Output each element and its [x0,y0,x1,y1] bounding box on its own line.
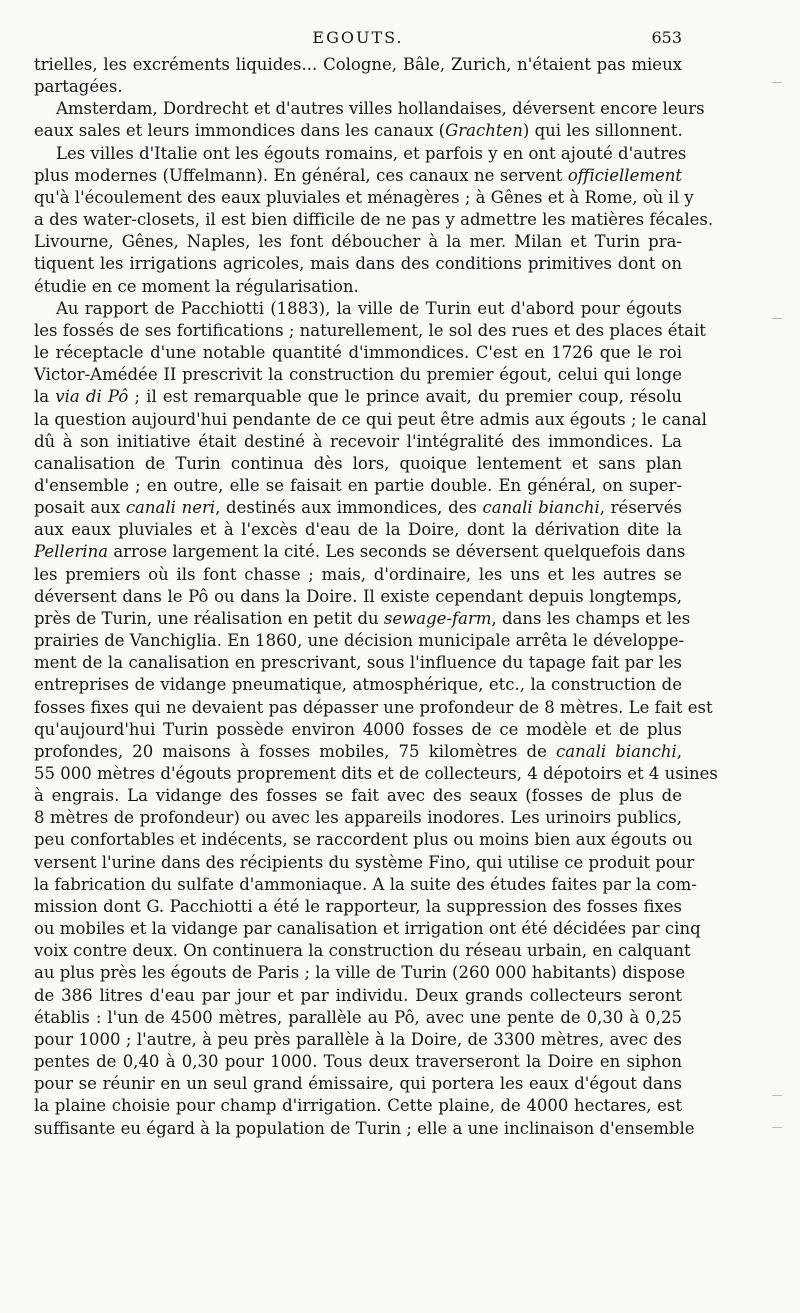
text-line: Victor-Amédée II prescrivit la construction du premier égout, celui qui longe [34,365,682,385]
paragraph [34,143,714,298]
text-line: ment de la canalisation en prescrivant, sous l'influence du tapage fait par les [34,653,682,673]
margin-mark [772,1127,782,1128]
text-line: posait aux canali neri, destinés aux immondices, des canali bianchi, réservés [34,498,682,518]
paragraph [34,54,682,98]
text-line: mission dont G. Pacchiotti a été le rapporteur, la suppression des fosses fixes [34,896,682,916]
text-line: les fossés de ses fortifications ; naturellement, le sol des rues et des places était [34,320,706,340]
text-line: aux eaux pluviales et à l'excès d'eau de la Doire, dont la dérivation dite la [34,520,682,540]
text-line: établis : l'un de 4500 mètres, parallèle au Pô, avec une pente de 0,30 à 0,25 [34,1007,682,1027]
page-number: 653 [651,28,682,47]
text-line: voix contre deux. On continuera la construction du réseau urbain, en calquant [34,941,691,961]
text-line: Amsterdam, Dordrecht et d'autres villes hollandaises, déversent encore leurs [56,99,705,119]
margin-mark [772,1095,782,1096]
text-line: à engrais. La vidange des fosses se fait avec des seaux (fosses de plus de [34,786,682,806]
text-line: 55 000 mètres d'égouts proprement dits et de collecteurs, 4 dépotoirs et 4 usines [34,764,718,783]
book-page [34,28,718,1140]
text-line: trielles, les excréments liquides... Cologne, Bâle, Zurich, n'étaient pas mieux [34,55,682,74]
text-line: Livourne, Gênes, Naples, les font déboucher à la mer. Milan et Turin pra- [34,232,682,252]
text-line: qu'aujourd'hui Turin possède environ 4000 fosses de ce modèle et de plus [34,719,682,739]
text-line: pour 1000 ; l'autre, à peu près parallèle à la Doire, de 3300 mètres, avec des [34,1029,682,1049]
text-line: 8 mètres de profondeur) ou avec les appareils inodores. Les urinoirs publics, [34,808,682,828]
text-line: canalisation de Turin continua dès lors, quoique lentement et sans plan [34,453,682,473]
text-line: pentes de 0,40 à 0,30 pour 1000. Tous deux traverseront la Doire en siphon [34,1052,682,1072]
text-line: au plus près les égouts de Paris ; la ville de Turin (260 000 habitants) dispose [34,963,686,983]
text-line: dû à son initiative était destiné à recevoir l'intégralité des immondices. La [34,431,682,451]
running-title: EGOUTS. [312,28,404,47]
text-line: entreprises de vidange pneumatique, atmosphérique, etc., la construction de [34,675,682,695]
text-line: les premiers où ils font chasse ; mais, d'ordinaire, les uns et les autres se [34,564,682,584]
text-line: qu'à l'écoulement des eaux pluviales et ménagères ; à Gênes et à Rome, où il y [34,187,694,207]
page-header [34,28,682,54]
text-line: peu confortables et indécents, se raccordent plus ou moins bien aux égouts ou [34,830,693,850]
text-line: près de Turin, une réalisation en petit du sewage-farm, dans les champs et les [34,608,691,628]
body-text [34,54,718,1140]
text-line: déversent dans le Pô ou dans la Doire. Il existe cependant depuis longtemps, [34,586,682,606]
text-line: eaux sales et leurs immondices dans les canaux (Grachten) qui les sillonnent. [34,121,683,141]
text-line: la via di Pô ; il est remarquable que le prince avait, du premier coup, résolu [34,387,682,407]
text-line: pour se réunir en un seul grand émissaire, qui portera les eaux d'égout dans [34,1074,682,1094]
text-line: tiquent les irrigations agricoles, mais dans des conditions primitives dont on [34,254,682,274]
paragraph [34,298,718,1140]
text-line: le réceptacle d'une notable quantité d'immondices. C'est en 1726 que le roi [34,343,682,363]
text-line: Les villes d'Italie ont les égouts romains, et parfois y en ont ajouté d'autres [56,143,687,163]
text-line: la fabrication du sulfate d'ammoniaque. A la suite des études faites par la com- [34,874,697,894]
text-line: la plaine choisie pour champ d'irrigation. Cette plaine, de 4000 hectares, est [34,1096,682,1116]
margin-mark [772,82,782,83]
text-line: étudie en ce moment la régularisation. [34,276,359,296]
text-line: Pellerina arrose largement la cité. Les seconds se déversent quelquefois dans [34,542,686,562]
text-line: suffisante eu égard à la population de Turin ; elle a une inclinaison d'ensemble [34,1118,695,1138]
text-line: d'ensemble ; en outre, elle se faisait en partie double. En général, on super- [34,475,682,495]
text-line: profondes, 20 maisons à fosses mobiles, 75 kilomètres de canali bianchi, [34,741,682,761]
text-line: versent l'urine dans des récipients du système Fino, qui utilise ce produit pour [34,852,695,872]
text-line: ou mobiles et la vidange par canalisation et irrigation ont été décidées par cinq [34,919,701,939]
text-line: la question aujourd'hui pendante de ce qui peut être admis aux égouts ; le canal [34,409,707,429]
text-line: partagées. [34,77,123,97]
text-line: fosses fixes qui ne devaient pas dépasser une profondeur de 8 mètres. Le fait est [34,697,713,717]
text-line: de 386 litres d'eau par jour et par individu. Deux grands collecteurs seront [34,985,682,1005]
margin-mark [772,318,782,319]
text-line: a des water-closets, il est bien difficile de ne pas y admettre les matières fécales. [34,210,714,230]
text-line: prairies de Vanchiglia. En 1860, une décision municipale arrêta le développe- [34,631,685,651]
paragraph [34,98,705,142]
text-line: Au rapport de Pacchiotti (1883), la ville de Turin eut d'abord pour égouts [56,298,682,318]
text-line: plus modernes (Uffelmann). En général, ces canaux ne servent officiellement [34,165,682,185]
